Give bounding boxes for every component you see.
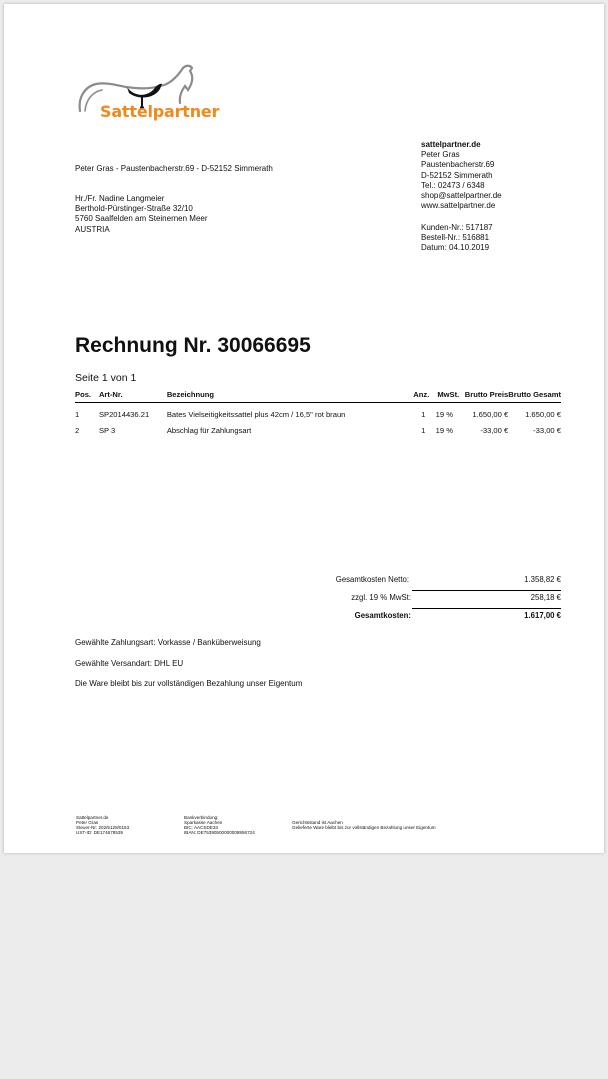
row-unit-price: 1.650,00 €: [472, 410, 509, 419]
invoice-notes: [75, 633, 302, 695]
company-info: [421, 140, 502, 211]
row-vat: 19 %: [435, 426, 453, 435]
row-art-nr: SP2014436.21: [98, 410, 150, 419]
row-pos: 2: [75, 426, 80, 435]
row-total: 1.650,00 €: [525, 410, 561, 419]
footer-line: IBAN: DE75390500000008956724: [184, 830, 255, 836]
header-unit-price: Brutto Preis: [459, 388, 508, 403]
company-email: shop@sattelpartner.de: [421, 191, 502, 201]
recipient-address: [75, 194, 208, 235]
invoice-title: Rechnung Nr. 30066695: [75, 334, 311, 357]
order-number: Bestell-Nr.: 516881: [421, 233, 490, 243]
customer-number: Kunden-Nr.: 517187: [421, 223, 493, 232]
invoice-items-table: [75, 388, 561, 435]
net-total-value: 1.358,82 €: [524, 575, 561, 584]
sattelpartner-logo: [76, 62, 220, 128]
gross-total-value: 1.617,00 €: [524, 611, 561, 620]
footer-legal: [292, 820, 436, 830]
recipient-line: Hr./Fr. Nadine Langmeier: [75, 194, 165, 203]
row-description: Bates Vielseitigkeitssattel plus 42cm / 16,5" rot braun: [166, 410, 346, 419]
recipient-line: Berthold-Pürstinger-Straße 32/10: [75, 204, 193, 214]
row-art-nr: SP 3: [98, 426, 116, 435]
net-total-label: Gesamtkosten Netto:: [335, 575, 409, 584]
gross-total-label: Gesamtkosten:: [354, 611, 411, 620]
ownership-note: Die Ware bleibt bis zur vollständigen Bezahlung unser Eigentum: [75, 679, 303, 688]
footer-line: Sparkasse Aachen: [184, 820, 223, 826]
table-row: [75, 403, 561, 420]
footer-line: BIC: AACSDE33: [184, 825, 218, 831]
shipping-method: Gewählte Versandart: DHL EU: [75, 658, 184, 668]
row-quantity: 1: [421, 426, 426, 435]
footer-line: Sattelpartner.de: [76, 815, 109, 820]
vat-row: [324, 590, 561, 608]
header-total: Brutto Gesamt: [508, 388, 561, 403]
vat-label: zzgl. 19 % MwSt:: [351, 593, 411, 602]
row-unit-price: -33,00 €: [480, 426, 509, 435]
footer-line: Gerichtsstand ist Aachen: [292, 820, 343, 825]
invoice-date: Datum: 04.10.2019: [421, 243, 490, 253]
vat-value: 258,18 €: [530, 593, 561, 602]
header-description: Bezeichnung: [167, 388, 405, 403]
order-meta: [421, 223, 493, 254]
sender-address-line: Peter Gras - Paustenbacherstr.69 - D-52152 Simmerath: [75, 164, 273, 173]
footer-bank: [184, 815, 255, 835]
company-website: www.sattelpartner.de: [421, 201, 496, 211]
header-art-nr: Art-Nr.: [99, 388, 167, 403]
footer-line: Peter Gras: [76, 820, 99, 826]
row-total: -33,00 €: [533, 426, 561, 435]
footer-company: [76, 815, 129, 835]
totals-block: [324, 572, 561, 626]
recipient-line: 5760 Saalfelden am Steinernen Meer: [75, 214, 208, 224]
net-total-row: [324, 572, 561, 590]
table-row: [75, 419, 561, 435]
row-pos: 1: [75, 410, 80, 419]
page-info: Seite 1 von 1: [75, 372, 137, 384]
footer-line: Bankverbindung:: [184, 815, 219, 820]
footer-line: Steuer-Nr: 202/5128/0153: [76, 825, 130, 831]
table-header-row: [75, 388, 561, 403]
brand-name: Sattelpartner: [100, 102, 220, 121]
payment-method: Gewählte Zahlungsart: Vorkasse / Banküberweisung: [75, 638, 261, 647]
header-vat: MwSt.: [429, 388, 459, 403]
header-pos: Pos.: [75, 388, 99, 403]
row-vat: 19 %: [435, 410, 453, 419]
invoice-page: [4, 4, 604, 853]
footer-line: UST-ID: DE174678539: [76, 830, 123, 836]
company-line: D-52152 Simmerath: [421, 170, 493, 180]
company-phone: Tel.: 02473 / 6348: [421, 180, 485, 190]
recipient-line: AUSTRIA: [75, 224, 110, 234]
gross-total-row: [324, 608, 561, 626]
company-name: sattelpartner.de: [421, 140, 481, 149]
header-quantity: Anz.: [404, 388, 429, 403]
row-description: Abschlag für Zahlungsart: [166, 426, 252, 435]
row-quantity: 1: [421, 410, 426, 419]
company-line: Peter Gras: [421, 150, 460, 160]
footer-line: Gelieferte Ware bleibt bis zur vollständigen Bezahlung unser Eigentum: [292, 825, 436, 831]
company-line: Paustenbacherstr.69: [421, 160, 495, 170]
